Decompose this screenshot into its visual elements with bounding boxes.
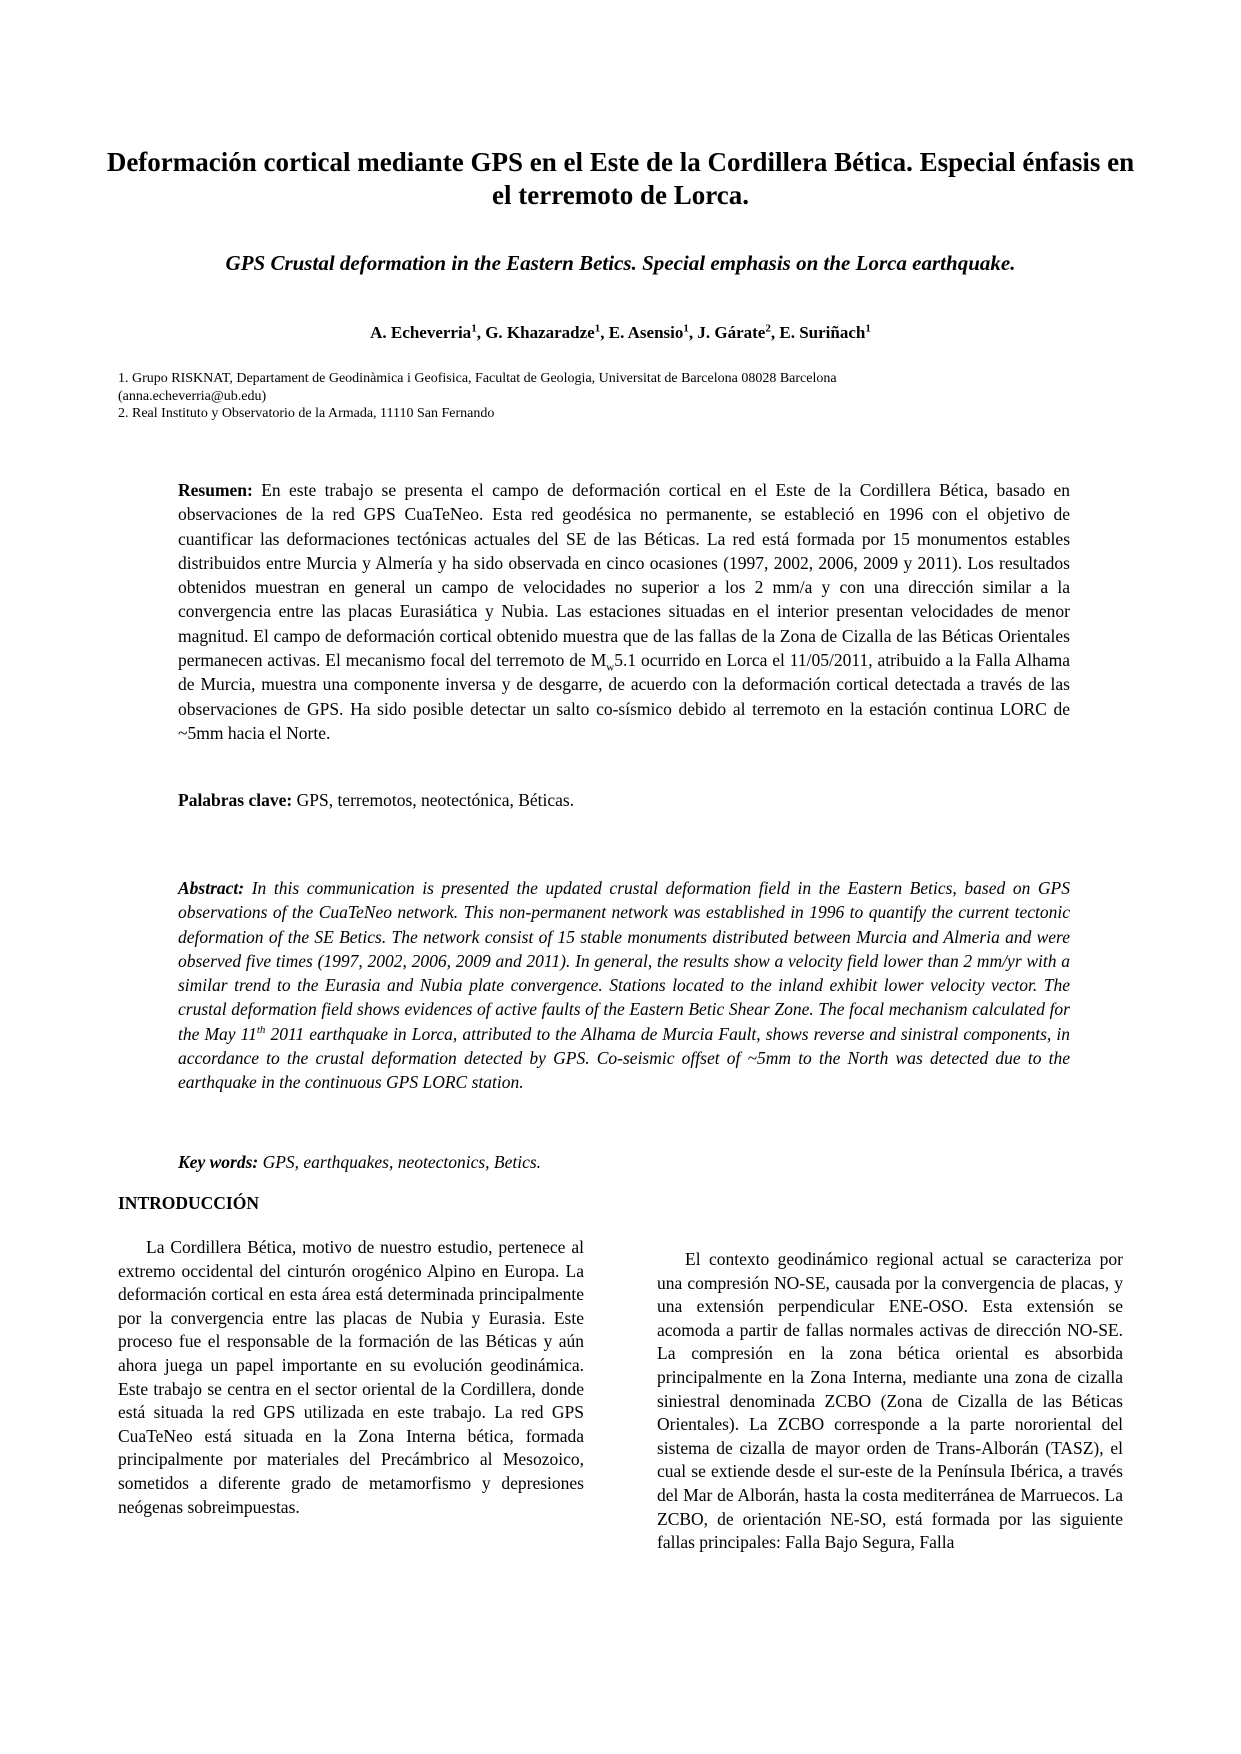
abstract-label: Abstract: [178,878,245,898]
author-list: A. Echeverria$^1$, G. Khazaradze$^1$, E. Asensio$^1$, J. Gárate$^2$, E. Suriñach$^1$ [370,322,871,342]
author: A. Echeverria$^1$ [370,322,477,342]
author: E. Suriñach$^1$ [779,322,871,342]
palabras-clave: Palabras clave: GPS, terremotos, neotectónica, Béticas. [178,790,575,810]
resumen-paragraph: Resumen: En este trabajo se presenta el campo de deformación cortical en el Este de la Cordillera Bética, basado en observaciones de la red GPS CuaTeNeo. Esta red geodésica no permanente, se estableció en 1996 con el objetivo de cuantificar las deformaciones tectónicas actuales del SE de las Béticas. La red está formada por 15 monumentos estables distribuidos entre Murcia y Almería y ha sido observada en cinco ocasiones (1997, 2002, 2006, 2009 y 2011). Los resultados obtenidos muestran en general un campo de velocidades no superior a los 2 mm/a y con una dirección similar a la convergencia entre las placas Eurasiática y Nubia. Las estaciones situadas en el interior presentan velocidades de menor magnitud. El campo de deformación cortical obtenido muestra que de las fallas de la Zona de Cizalla de las Béticas Orientales permanecen activas. El mecanismo focal del terremoto de $M_w5.1$ ocurrido en Lorca el 11/05/2011, atribuido a la Falla Alhama de Murcia, muestra una componente inversa y de desgarre, de acuerdo con la deformación cortical detectada a través de las observaciones de GPS. Ha sido posible detectar un salto co-sísmico debido al terremoto en la estación continua LORC de ~5mm hacia el Norte. [178,480,1070,743]
affiliation-1: 1. Grupo RISKNAT, Departament de Geodinàmica i Geofisica, Facultat de Geologia, Universitat de Barcelona 08028 Barcelona [118,371,837,386]
right-column [657,1248,1123,1555]
affiliation-email[interactable]: (anna.echeverria@ub.edu) [118,388,267,404]
affiliations [118,370,1118,423]
section-heading-introduccion: INTRODUCCIÓN [118,1193,259,1213]
left-column [118,1236,584,1519]
author: J. Gárate$^2$ [697,322,771,342]
author: G. Khazaradze$^1$ [485,322,601,342]
key-words: Key words: GPS, earthquakes, neotectonics, Betics. [178,1152,542,1172]
paper-subtitle: GPS Crustal deformation in the Eastern Betics. Special emphasis on the Lorca earthquake. [225,251,1016,275]
intro-paragraph-right: El contexto geodinámico regional actual se caracteriza por una compresión NO-SE, causada por la convergencia de placas, y una extensión perpendicular ENE-OSO. Esta extensión se acomoda a partir de fallas normales activas de dirección NO-SE. La compresión en la zona bética oriental es absorbida principalmente en la Zona Interna, mediante una zona de cizalla siniestral denominada ZCBO (Zona de Cizalla de las Béticas Orientales). La ZCBO corresponde a la parte nororiental del sistema de cizalla de mayor orden de Trans-Alborán (TASZ), el cual se extiende desde el sur-este de la Península Ibérica, a través del Mar de Alborán, hasta la costa mediterránea de Marruecos. La ZCBO, de orientación NE-SO, está formada por las siguiente fallas principales: Falla Bajo Segura, Falla [657,1249,1123,1553]
intro-paragraph-left: La Cordillera Bética, motivo de nuestro estudio, pertenece al extremo occidental del cinturón orogénico Alpino en Europa. La deformación cortical en esta área está determinada principalmente por la convergencia entre las placas de Nubia y Eurasia. Este proceso fue el responsable de la formación de las Béticas y aún ahora juega un papel importante en su evolución geodinámica. Este trabajo se centra en el sector oriental de la Cordillera, donde está situada la red GPS utilizada en este trabajo. La red GPS CuaTeNeo está situada en la Zona Interna bética, formada principalmente por materiales del Precámbrico al Mesozoico, sometidos a diferente grado de metamorfismo y depresiones neógenas sobreimpuestas. [118,1237,584,1517]
resumen-label: Resumen: [178,480,253,500]
paper-title: Deformación cortical mediante GPS en el Este de la Cordillera Bética. Especial énfasis en el terremoto de Lorca. [106,147,1135,210]
affiliation-2: 2. Real Instituto y Observatorio de la Armada, 11110 San Fernando [118,406,495,421]
abstract-paragraph: Abstract: In this communication is presented the updated crustal deformation field in the Eastern Betics, based on GPS observations of the CuaTeNeo network. This non-permanent network was established in 1996 to quantify the current tectonic deformation of the SE Betics. The network consist of 15 stable monuments distributed between Murcia and Almeria and were observed five times (1997, 2002, 2006, 2009 and 2011). In general, the results show a velocity field lower than 2 mm/yr with a similar trend to the Eurasia and Nubia plate convergence. Stations located to the inland exhibit lower velocity vector. The crustal deformation field shows evidences of active faults of the Eastern Betic Shear Zone. The focal mechanism calculated for the May 11th 2011 earthquake in Lorca, attributed to the Alhama de Murcia Fault, shows reverse and sinistral components, in accordance to the crustal deformation detected by GPS. Co-seismic offset of ~5mm to the North was detected due to the earthquake in the continuous GPS LORC station. [178,878,1070,1093]
key-words-label: Key words: [178,1152,259,1172]
author: E. Asensio$^1$ [608,322,689,342]
palabras-clave-label: Palabras clave: [178,790,293,810]
